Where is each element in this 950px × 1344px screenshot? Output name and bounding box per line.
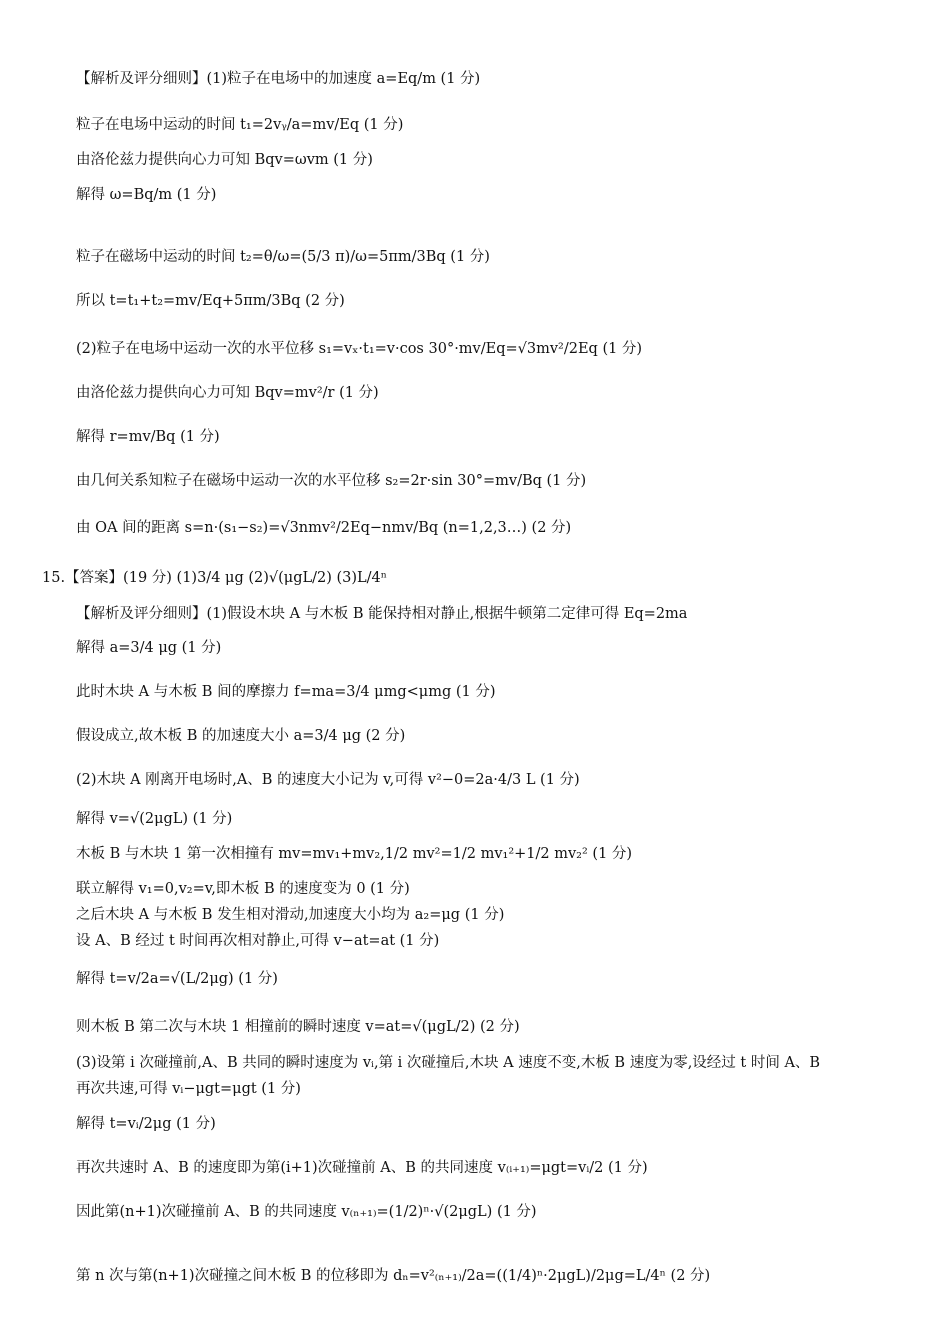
s15-line-12: 则木板 B 第二次与木块 1 相撞前的瞬时速度 v=at=√(μgL/2) (2 分) — [76, 1019, 520, 1035]
s14-line-11: 由 OA 间的距离 s=n·(s₁−s₂)=√3nmv²/2Eq−nmv/Bq (n=1,2,3…) (2 分) — [76, 520, 572, 536]
s15-line-6: 解得 v=√(2μgL) (1 分) — [76, 811, 233, 827]
s15-line-10: 设 A、B 经过 t 时间再次相对静止,可得 v−at=at (1 分) — [76, 933, 440, 949]
s14-line-4: 解得 ω=Bq/m (1 分) — [76, 187, 217, 203]
s14-line-5: 粒子在磁场中运动的时间 t₂=θ/ω=(5/3 π)/ω=5πm/3Bq (1 分) — [76, 249, 490, 265]
s15-line-9: 之后木块 A 与木板 B 发生相对滑动,加速度大小均为 a₂=μg (1 分) — [76, 907, 505, 923]
s14-line-6: 所以 t=t₁+t₂=mv/Eq+5πm/3Bq (2 分) — [76, 293, 345, 309]
s15-line-18: 第 n 次与第(n+1)次碰撞之间木板 B 的位移即为 dₙ=v²₍ₙ₊₁₎/2a=((1/4)ⁿ·2μgL)/2μg=L/4ⁿ (2 分) — [76, 1268, 711, 1284]
s14-line-7: (2)粒子在电场中运动一次的水平位移 s₁=vₓ·t₁=v·cos 30°·mv/Eq=√3mv²/2Eq (1 分) — [76, 341, 643, 357]
s14-line-2: 粒子在电场中运动的时间 t₁=2vᵧ/a=mv/Eq (1 分) — [76, 117, 404, 133]
s15-line-4: 假设成立,故木板 B 的加速度大小 a=3/4 μg (2 分) — [76, 728, 406, 744]
s14-line-9: 解得 r=mv/Bq (1 分) — [76, 429, 220, 445]
s15-line-7: 木板 B 与木块 1 第一次相撞有 mv=mv₁+mv₂,1/2 mv²=1/2 mv₁²+1/2 mv₂² (1 分) — [76, 846, 633, 862]
s15-line-3: 此时木块 A 与木板 B 间的摩擦力 f=ma=3/4 μmg<μmg (1 分) — [76, 684, 496, 700]
s15-line-8: 联立解得 v₁=0,v₂=v,即木板 B 的速度变为 0 (1 分) — [76, 881, 410, 897]
s15-line-16: 再次共速时 A、B 的速度即为第(i+1)次碰撞前 A、B 的共同速度 v₍ᵢ₊₁₎=μgt=vᵢ/2 (1 分) — [76, 1160, 648, 1176]
s15-line-15: 解得 t=vᵢ/2μg (1 分) — [76, 1116, 216, 1132]
s15-line-13: (3)设第 i 次碰撞前,A、B 共同的瞬时速度为 vᵢ,第 i 次碰撞后,木块 A 速度不变,木板 B 速度为零,设经过 t 时间 A、B — [76, 1055, 821, 1071]
s15-line-1: 【解析及评分细则】(1)假设木块 A 与木板 B 能保持相对静止,根据牛顿第二定律可得 Eq=2ma — [76, 606, 688, 622]
s14-line-1: 【解析及评分细则】(1)粒子在电场中的加速度 a=Eq/m (1 分) — [76, 71, 481, 87]
s15-line-11: 解得 t=v/2a=√(L/2μg) (1 分) — [76, 971, 278, 987]
s15-answer: 15.【答案】(19 分) (1)3/4 μg (2)√(μgL/2) (3)L/4ⁿ — [42, 570, 388, 586]
s15-line-5: (2)木块 A 刚离开电场时,A、B 的速度大小记为 v,可得 v²−0=2a·4/3 L (1 分) — [76, 772, 580, 788]
s14-line-8: 由洛伦兹力提供向心力可知 Bqv=mv²/r (1 分) — [76, 385, 379, 401]
s14-line-3: 由洛伦兹力提供向心力可知 Bqv=ωvm (1 分) — [76, 152, 373, 168]
s14-line-10: 由几何关系知粒子在磁场中运动一次的水平位移 s₂=2r·sin 30°=mv/Bq (1 分) — [76, 473, 587, 489]
s15-line-14: 再次共速,可得 vᵢ−μgt=μgt (1 分) — [76, 1081, 301, 1097]
s15-line-2: 解得 a=3/4 μg (1 分) — [76, 640, 222, 656]
s15-line-17: 因此第(n+1)次碰撞前 A、B 的共同速度 v₍ₙ₊₁₎=(1/2)ⁿ·√(2μgL) (1 分) — [76, 1204, 537, 1220]
